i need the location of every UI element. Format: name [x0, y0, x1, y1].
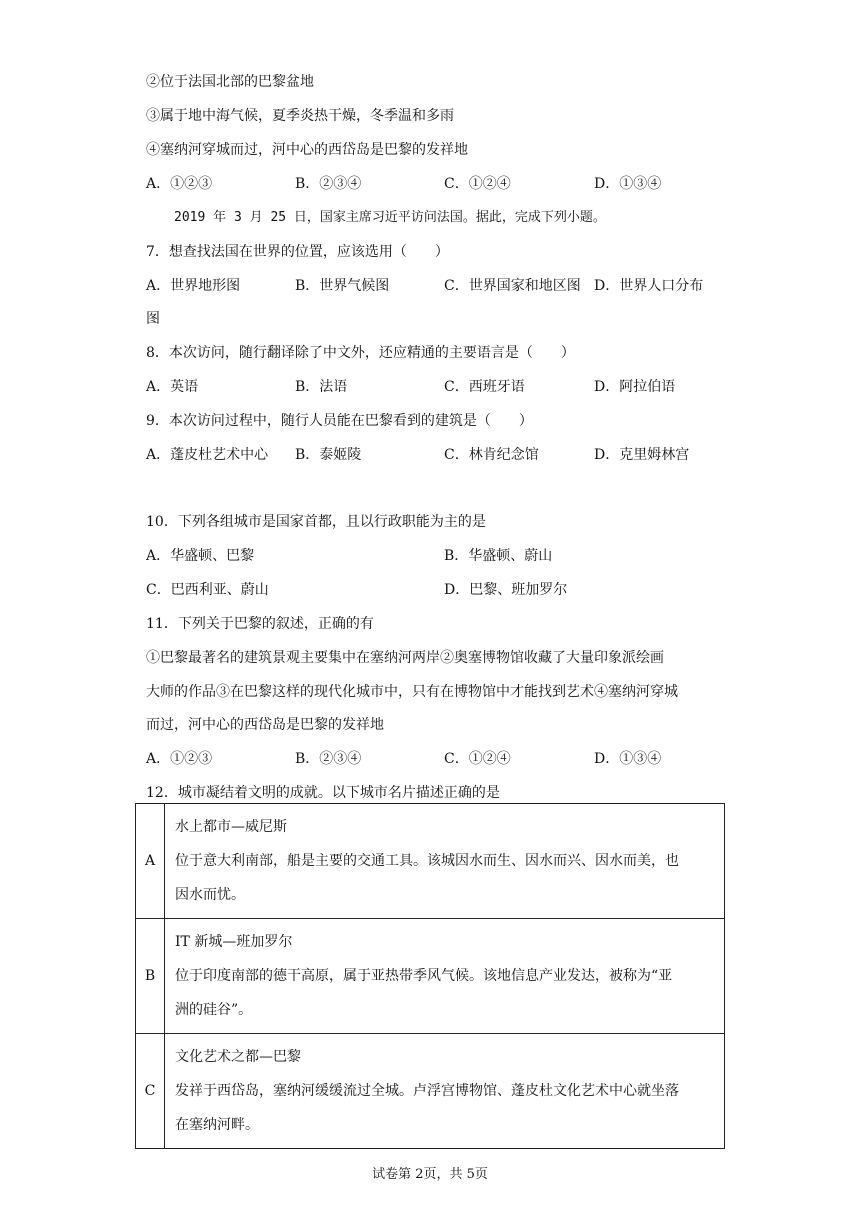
q8-option-a: A．英语 — [146, 379, 199, 395]
q11-option-a: A．①②③ — [146, 751, 213, 767]
q9-option-c: C．林肯纪念馆 — [444, 447, 539, 463]
q10-option-a: A．华盛顿、巴黎 — [146, 548, 255, 564]
city-card-body — [165, 919, 725, 1034]
group-intro: 2019 年 3 月 25 日，国家主席习近平访问法国。据此，完成下列小题。 — [174, 210, 606, 225]
q10-option-d: D．巴黎、班加罗尔 — [444, 582, 568, 598]
city-card-table — [135, 803, 725, 1149]
q11-body-line-2: 大师的作品③在巴黎这样的现代化城市中，只有在博物馆中才能找到艺术④塞纳河穿城 — [146, 684, 678, 700]
q11-body-line-3: 而过，河中心的西岱岛是巴黎的发祥地 — [146, 717, 384, 733]
q7-option-b: B．世界气候图 — [295, 278, 390, 294]
q9-option-a: A．蓬皮杜艺术中心 — [146, 447, 269, 463]
q8-stem: 8．本次访问，随行翻译除了中文外，还应精通的主要语言是（ ） — [146, 345, 575, 361]
city-card-title: 文化艺术之都—巴黎 — [175, 1049, 301, 1065]
city-card-row-b — [136, 919, 725, 1034]
q9-option-b: B．泰姬陵 — [295, 447, 362, 463]
q6-option-b: B．②③④ — [295, 176, 362, 192]
q6-option-d: D．①③④ — [594, 176, 662, 192]
q11-option-c: C．①②④ — [444, 751, 511, 767]
city-card-title: 水上都市—威尼斯 — [175, 819, 287, 835]
q9-stem: 9．本次访问过程中，随行人员能在巴黎看到的建筑是（ ） — [146, 413, 533, 429]
q10-option-b: B．华盛顿、蔚山 — [444, 548, 553, 564]
q8-option-d: D．阿拉伯语 — [594, 379, 676, 395]
row-label: C — [136, 1034, 165, 1149]
row-label: B — [136, 919, 165, 1034]
q10-stem: 10．下列各组城市是国家首都，且以行政职能为主的是 — [146, 514, 486, 530]
city-card-text: 位于意大利南部，船是主要的交通工具。该城因水而生、因水而兴、因水而美，也 — [175, 853, 679, 869]
row-label: A — [136, 804, 165, 919]
city-card-title: IT 新城—班加罗尔 — [175, 934, 293, 950]
q8-option-c: C．西班牙语 — [444, 379, 525, 395]
q7-option-c: C．世界国家和地区图 — [444, 278, 581, 294]
q7-option-a: A．世界地形图 — [146, 278, 241, 294]
q6-statement-4: ④塞纳河穿城而过，河中心的西岱岛是巴黎的发祥地 — [146, 142, 468, 158]
city-card-body — [165, 1034, 725, 1149]
city-card-text: 在塞纳河畔。 — [175, 1117, 259, 1133]
q6-statement-3: ③属于地中海气候，夏季炎热干燥，冬季温和多雨 — [146, 108, 454, 124]
q9-option-d: D．克里姆林宫 — [594, 447, 690, 463]
q6-statement-2: ②位于法国北部的巴黎盆地 — [146, 74, 314, 90]
city-card-row-c — [136, 1034, 725, 1149]
q11-body-line-1: ①巴黎最著名的建筑景观主要集中在塞纳河两岸②奥塞博物馆收藏了大量印象派绘画 — [146, 650, 664, 666]
q12-stem: 12．城市凝结着文明的成就。以下城市名片描述正确的是 — [146, 785, 500, 801]
city-card-text: 洲的硅谷”。 — [175, 1002, 253, 1018]
q7-stem: 7．想查找法国在世界的位置，应该选用（ ） — [146, 244, 449, 260]
q11-option-b: B．②③④ — [295, 751, 362, 767]
q11-stem: 11．下列关于巴黎的叙述，正确的有 — [146, 616, 374, 632]
city-card-text: 因水而忧。 — [175, 887, 245, 903]
page-footer: 试卷第 2页，共 5页 — [372, 1167, 488, 1182]
q6-option-a: A．①②③ — [146, 176, 213, 192]
city-card-text: 发祥于西岱岛，塞纳河缓缓流过全城。卢浮宫博物馆、蓬皮杜文化艺术中心就坐落 — [175, 1083, 679, 1099]
q11-option-d: D．①③④ — [594, 751, 662, 767]
q7-option-d: D．世界人口分布 — [594, 278, 704, 294]
q8-option-b: B．法语 — [295, 379, 348, 395]
q6-option-c: C．①②④ — [444, 176, 511, 192]
q10-option-c: C．巴西利亚、蔚山 — [146, 582, 269, 598]
city-card-text: 位于印度南部的德干高原，属于亚热带季风气候。该地信息产业发达，被称为“亚 — [175, 968, 673, 984]
city-card-body — [165, 804, 725, 919]
q7-option-d-wrap: 图 — [146, 311, 160, 327]
city-card-row-a — [136, 804, 725, 919]
